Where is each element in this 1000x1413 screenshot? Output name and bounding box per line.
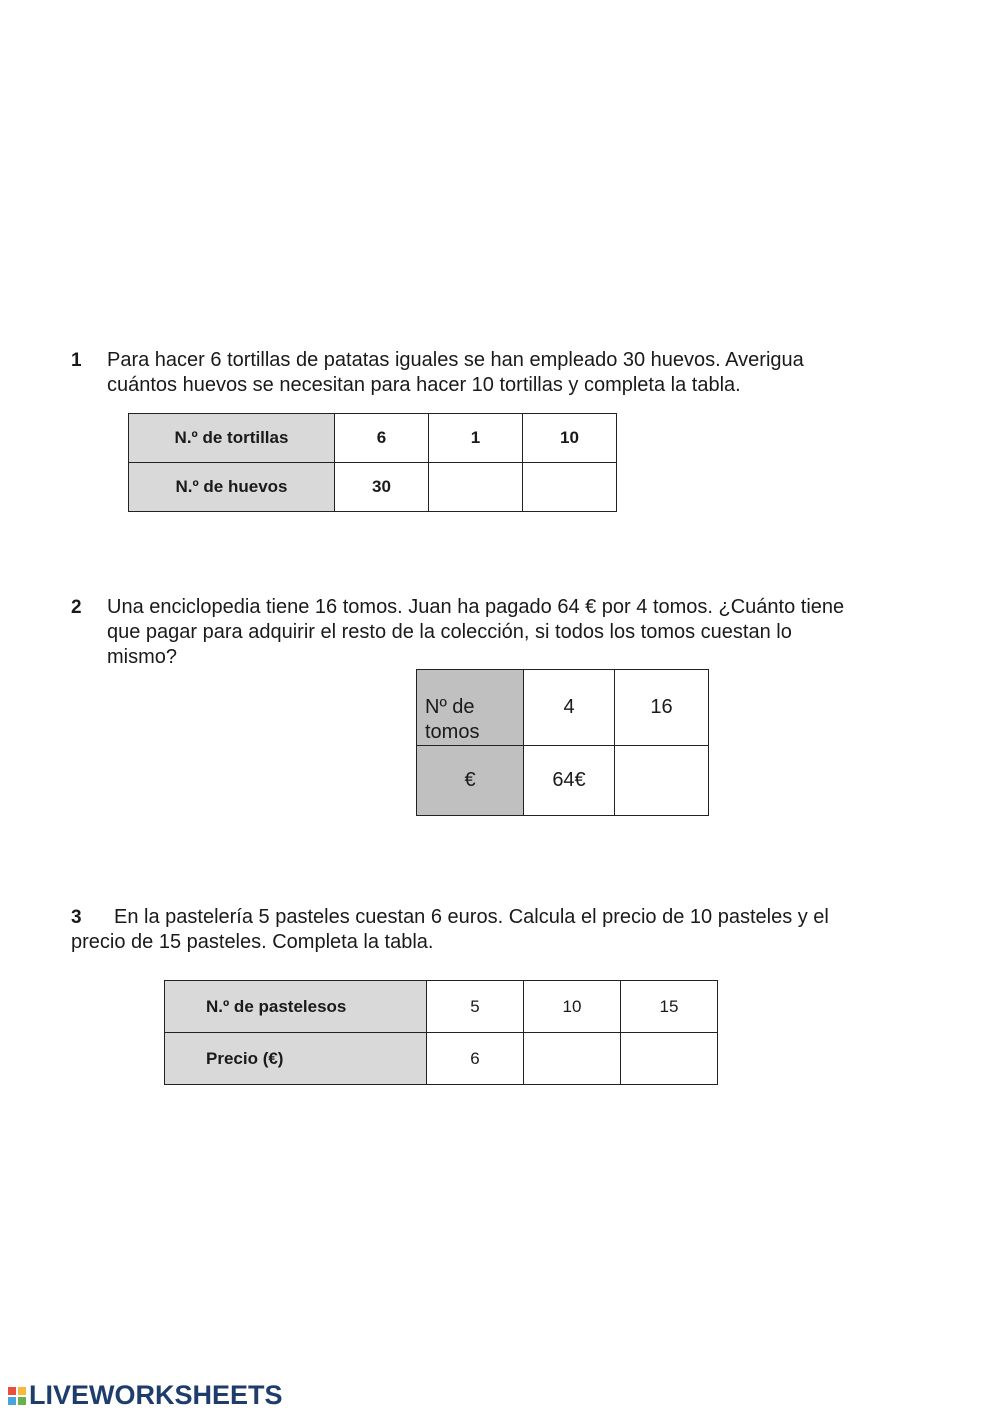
question-2-line-3: mismo? <box>107 646 178 668</box>
tortillas-table <box>128 413 617 512</box>
answer-cell[interactable] <box>615 746 709 816</box>
question-1-number: 1 <box>71 350 82 371</box>
question-3-line-2: precio de 15 pasteles. Completa la tabla. <box>71 931 434 953</box>
answer-cell[interactable] <box>523 463 617 512</box>
table-row <box>129 463 617 512</box>
question-3-number: 3 <box>71 907 82 928</box>
tomos-header: Nº de tomos <box>417 670 524 746</box>
question-3-line-1: En la pastelería 5 pasteles cuestan 6 euros. Calcula el precio de 10 pasteles y el <box>114 906 829 928</box>
table-cell: 10 <box>524 981 621 1033</box>
logo-text: LIVEWORKSHEETS <box>29 1380 283 1410</box>
answer-cell[interactable] <box>524 1033 621 1085</box>
table-cell: 16 <box>615 670 709 746</box>
pasteles-header: N.º de pastelesos <box>165 981 427 1033</box>
table-cell: 6 <box>427 1033 524 1085</box>
question-2-line-1: Una enciclopedia tiene 16 tomos. Juan ha pagado 64 € por 4 tomos. ¿Cuánto tiene <box>107 596 845 618</box>
table-cell: 1 <box>429 414 523 463</box>
table-cell: 6 <box>335 414 429 463</box>
precio-header: Precio (€) <box>165 1033 427 1085</box>
table-cell: 5 <box>427 981 524 1033</box>
question-2-number: 2 <box>71 597 82 618</box>
table-row <box>417 670 709 746</box>
logo-blocks-icon <box>8 1387 26 1405</box>
pasteles-table <box>164 980 718 1085</box>
table-cell: 64€ <box>524 746 615 816</box>
liveworksheets-logo <box>8 1380 283 1411</box>
table-cell: 30 <box>335 463 429 512</box>
table-cell: 10 <box>523 414 617 463</box>
table-row <box>165 1033 718 1085</box>
question-3-text <box>71 905 931 955</box>
question-1-line-2: cuántos huevos se necesitan para hacer 10 tortillas y completa la tabla. <box>107 374 741 396</box>
question-2-text <box>107 595 844 670</box>
huevos-header: N.º de huevos <box>129 463 335 512</box>
question-1-text <box>107 348 804 398</box>
table-cell: 4 <box>524 670 615 746</box>
euro-header: € <box>417 746 524 816</box>
answer-cell[interactable] <box>429 463 523 512</box>
table-cell: 15 <box>621 981 718 1033</box>
question-2-line-2: que pagar para adquirir el resto de la colección, si todos los tomos cuestan lo <box>107 621 792 643</box>
table-row <box>417 746 709 816</box>
question-1-line-1: Para hacer 6 tortillas de patatas iguales se han empleado 30 huevos. Averigua <box>107 349 804 371</box>
table-row <box>129 414 617 463</box>
answer-cell[interactable] <box>621 1033 718 1085</box>
tortillas-header: N.º de tortillas <box>129 414 335 463</box>
table-row <box>165 981 718 1033</box>
tomos-table <box>416 669 709 816</box>
